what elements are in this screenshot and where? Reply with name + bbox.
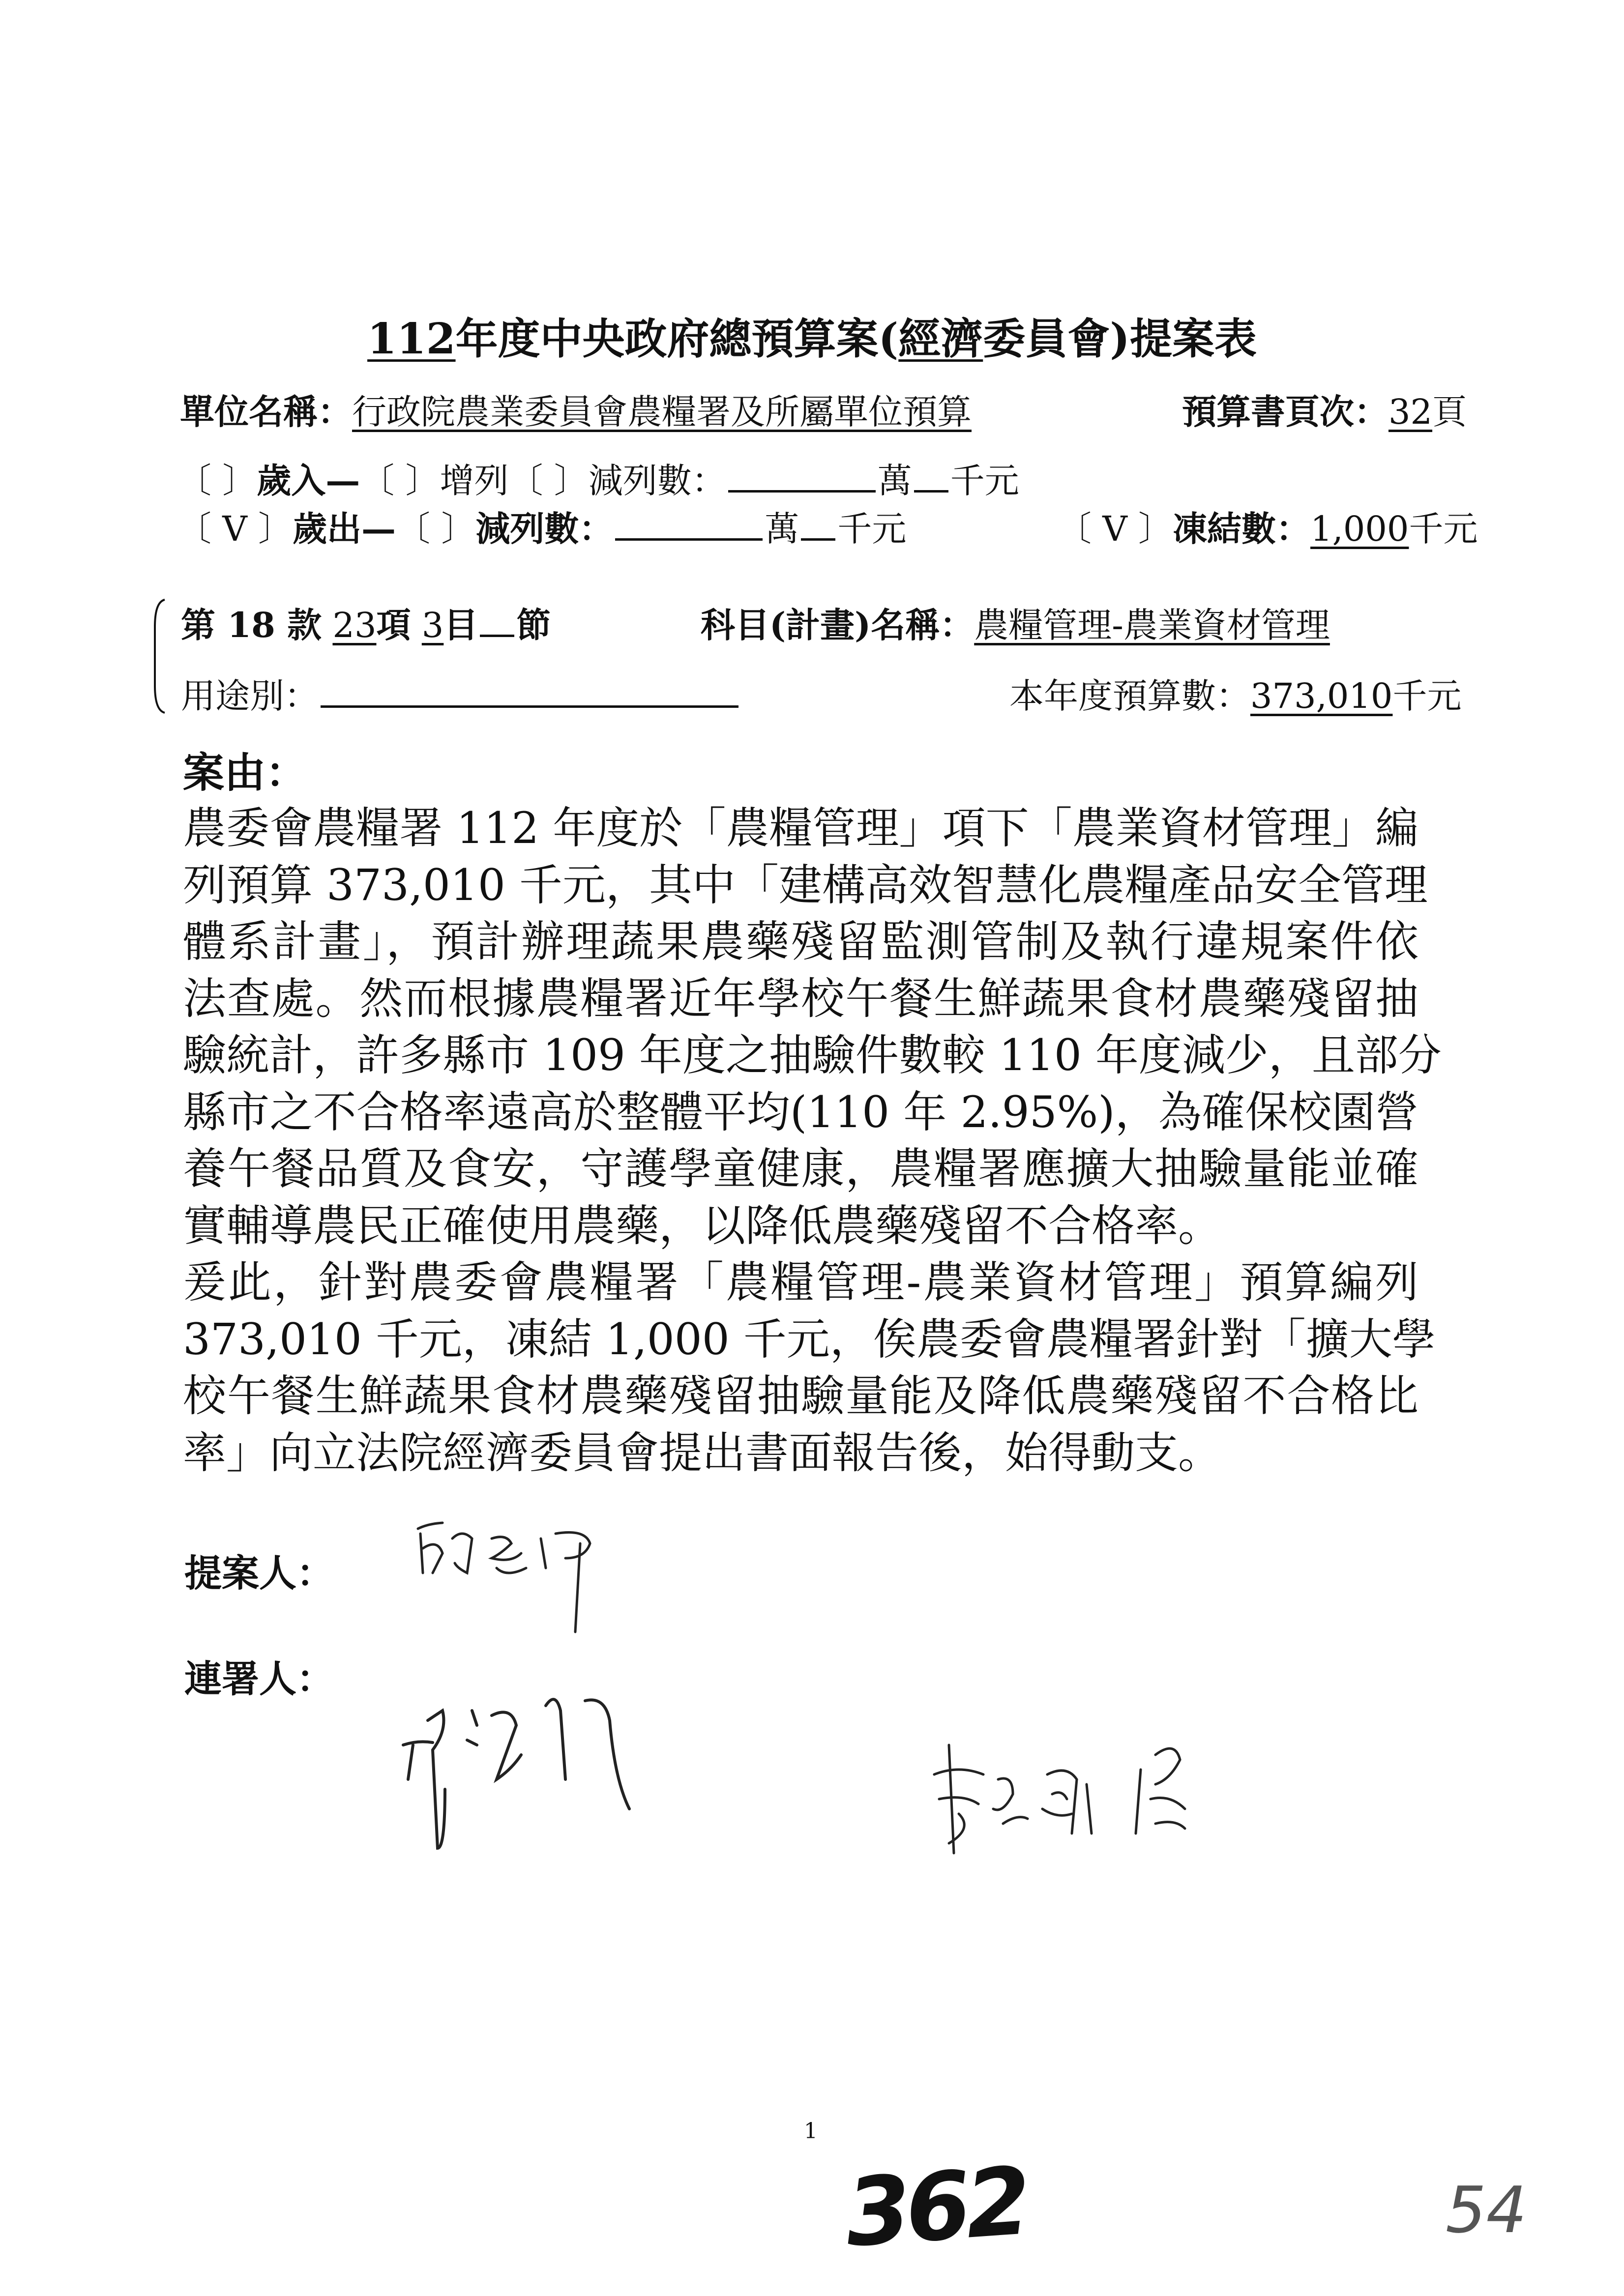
reason-line: 驗統計，許多縣市 109 年度之抽驗件數較 110 年度減少，且部分 (183, 1030, 1442, 1080)
expense-label: 歲出— (293, 508, 396, 549)
wan-label: 萬 (877, 461, 912, 501)
proposer-signature (408, 1519, 634, 1637)
page-title (0, 305, 1624, 366)
cosigner-signature-2 (929, 1735, 1234, 1863)
xiang-label: 項 (376, 605, 411, 645)
expense-checkbox: 〔 V 〕 (177, 509, 293, 549)
increase-checkbox: 〔 〕 (360, 461, 440, 501)
wan-blank (728, 456, 876, 493)
reason-line: 率」向立法院經濟委員會提出書面報告後，始得動支。 (183, 1427, 1222, 1478)
reason-line: 爰此，針對農委會農糧署「農糧管理-農業資材管理」預算編列 (183, 1257, 1418, 1308)
wan-label: 萬 (765, 509, 799, 549)
reason-heading: 案由： (183, 748, 307, 797)
reason-line: 體系計畫」，預計辦理蔬果農藥殘留監測管制及執行違規案件依 (183, 916, 1418, 967)
title-year: 112 (367, 314, 456, 364)
usage-row (181, 668, 740, 718)
budget-label: 本年度預算數： (1009, 676, 1250, 716)
jie-blank (480, 600, 514, 637)
budget-value: 373,010 (1250, 676, 1393, 716)
cosigner-signature-1 (398, 1681, 664, 1858)
expense-row (177, 501, 906, 551)
unit-label: 千元 (837, 509, 907, 549)
title-part2: 委員會)提案表 (983, 314, 1257, 364)
title-committee: 經濟 (898, 314, 983, 364)
item-row (181, 598, 551, 647)
revenue-checkbox: 〔 〕 (177, 461, 257, 501)
mu-value: 3 (421, 605, 444, 645)
title-part1: 年度中央政府總預算案( (455, 314, 899, 364)
freeze-checkbox: 〔 V 〕 (1057, 509, 1173, 549)
freeze-unit: 千元 (1409, 509, 1478, 549)
page-label: 預算書頁次： (1182, 391, 1388, 432)
reason-line: 農委會農糧署 112 年度於「農糧管理」項下「農業資材管理」編 (183, 803, 1418, 853)
freeze-label: 凍結數： (1173, 508, 1311, 549)
reason-line: 縣市之不合格率遠高於整體平均(110 年 2.95%)，為確保校園營 (183, 1086, 1418, 1137)
usage-blank (321, 671, 738, 708)
usage-label: 用途別： (181, 676, 319, 716)
annual-budget (1009, 668, 1461, 718)
revenue-row (177, 453, 1019, 503)
revenue-label: 歲入— (257, 460, 360, 501)
decrease-checkbox: 〔 〕 (396, 509, 476, 549)
page-value: 32 (1388, 392, 1433, 432)
jie-label: 節 (516, 605, 551, 645)
unit-value: 行政院農業委員會農糧署及所屬單位預算 (352, 392, 972, 432)
kuan-label: 第 18 款 (181, 605, 322, 645)
budget-unit: 千元 (1392, 676, 1462, 716)
reason-line: 校午餐生鮮蔬果食材農藥殘留抽驗量能及降低農藥殘留不合格比 (183, 1370, 1418, 1421)
subject-name (701, 598, 1330, 647)
decrease-label: 減列數： (475, 508, 614, 549)
cosigner-label: 連署人： (184, 1657, 334, 1701)
reason-line: 373,010 千元，凍結 1,000 千元，俟農委會農糧署針對「擴大學 (183, 1313, 1436, 1365)
unit-label: 單位名稱： (180, 391, 352, 432)
handwritten-page: 54 (1446, 2173, 1527, 2247)
reason-line: 實輔導農民正確使用農藥，以降低農藥殘留不合格率。 (183, 1200, 1222, 1251)
freeze-amount (1057, 501, 1477, 551)
decrease-checkbox: 〔 〕 (508, 461, 589, 501)
brace-bracket (150, 597, 170, 715)
reason-line: 養午餐品質及食安，守護學童健康，農糧署應擴大抽驗量能並確 (183, 1143, 1418, 1194)
unit-row (180, 384, 972, 434)
freeze-value: 1,000 (1310, 509, 1409, 549)
page-number: 1 (804, 2119, 818, 2144)
handwritten-number: 362 (842, 2147, 1030, 2268)
subject-label: 科目(計畫)名稱： (701, 605, 974, 645)
reason-line: 法查處。然而根據農糧署近年學校午餐生鮮蔬果食材農藥殘留抽 (183, 973, 1418, 1024)
page-ref (1182, 384, 1467, 434)
subject-value: 農糧管理-農業資材管理 (974, 605, 1330, 645)
qian-blank (914, 456, 948, 493)
proposer-label: 提案人： (184, 1551, 334, 1595)
xiang-value: 23 (332, 605, 377, 645)
qian-blank (801, 504, 835, 541)
mu-label: 目 (443, 605, 478, 645)
page-suffix: 頁 (1432, 392, 1467, 432)
reason-line: 列預算 373,010 千元，其中「建構高效智慧化農糧產品安全管理 (183, 859, 1428, 910)
unit-label: 千元 (950, 461, 1019, 501)
increase-label: 增列 (440, 461, 509, 501)
decrease-label: 減列數： (588, 461, 726, 501)
wan-blank (615, 504, 763, 541)
